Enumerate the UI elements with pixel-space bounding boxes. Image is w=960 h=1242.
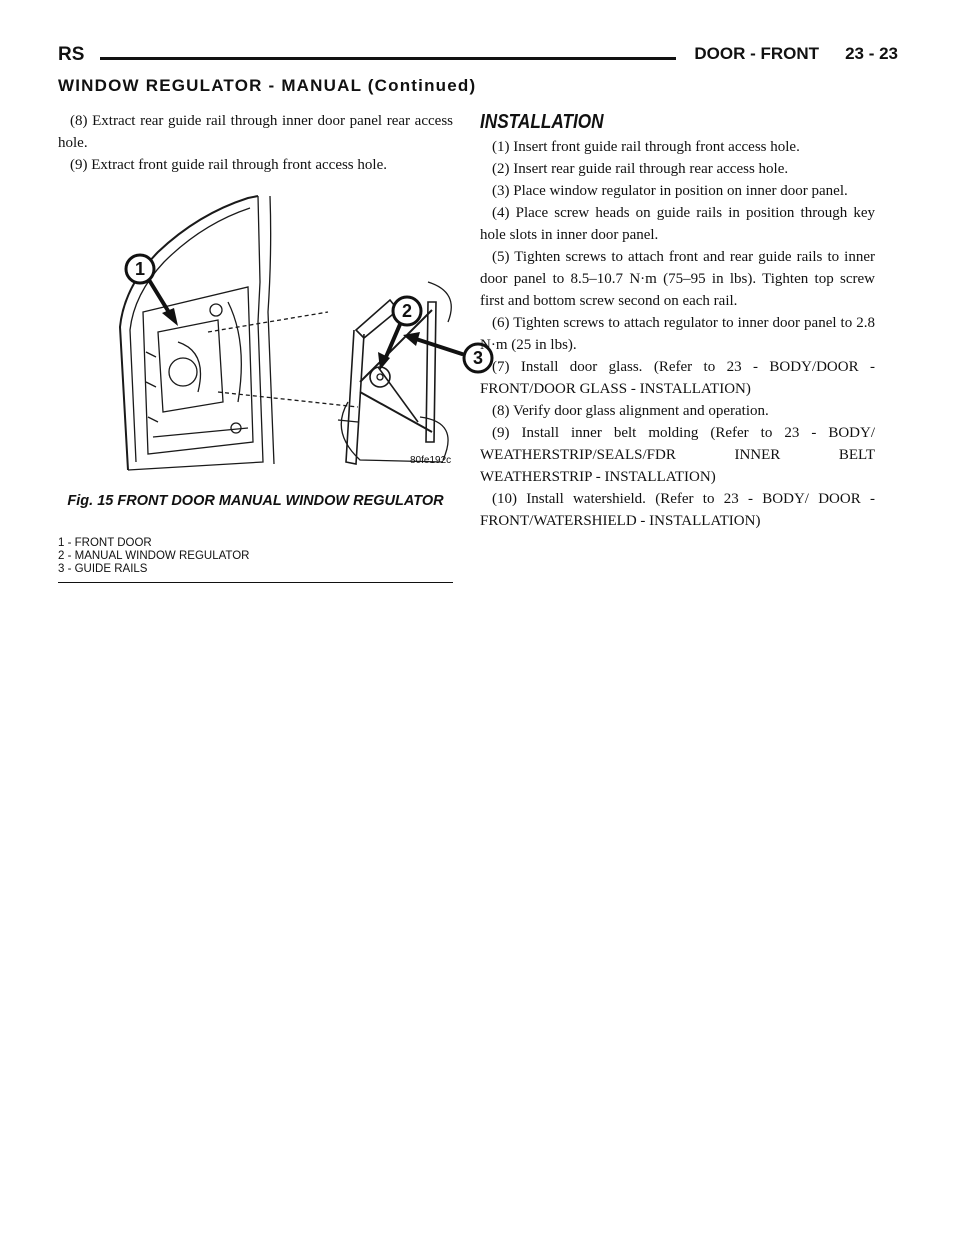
header-section-name: DOOR - FRONT <box>694 44 820 63</box>
install-step: (7) Install door glass. (Refer to 23 - BODY/DOOR - FRONT/DOOR GLASS - INSTALLATION) <box>480 359 875 397</box>
install-step: (1) Insert front guide rail through front access hole. <box>492 139 800 155</box>
header-page-number: 23 - 23 <box>845 44 898 63</box>
legend-item: 1 - FRONT DOOR <box>58 537 152 549</box>
section-title: WINDOW REGULATOR - MANUAL (Continued) <box>58 76 477 95</box>
install-step: (3) Place window regulator in position on inner door panel. <box>492 183 848 199</box>
install-step: (2) Insert rear guide rail through rear access hole. <box>492 161 789 177</box>
step-paragraph: (8) Extract rear guide rail through inner door panel rear access hole. <box>58 113 453 151</box>
legend-rule <box>58 582 453 583</box>
header-right <box>694 44 898 64</box>
install-step: (9) Install inner belt molding (Refer to 23 - BODY/ WEATHERSTRIP/SEALS/FDR INNER BELT WEATHERSTRIP - INSTALLATION) <box>480 425 875 485</box>
legend-item: 3 - GUIDE RAILS <box>58 563 148 575</box>
install-step: (5) Tighten screws to attach front and rear guide rails to inner door panel to 8.5–10.7 N·m (75–95 in lbs). Tighten top screw first and bottom screw second on each rail. <box>480 249 875 309</box>
installation-heading: INSTALLATION <box>480 111 604 133</box>
callout-number-1: 1 <box>134 259 146 279</box>
install-step: (8) Verify door glass alignment and operation. <box>492 403 769 419</box>
header-rule <box>100 57 676 60</box>
left-column <box>58 110 453 176</box>
door-regulator-illustration <box>98 192 484 477</box>
figure-code: 80fe192c <box>410 455 452 466</box>
step-paragraph: (9) Extract front guide rail through front access hole. <box>70 157 387 173</box>
callout-number-3: 3 <box>472 348 484 368</box>
install-step: (4) Place screw heads on guide rails in position through key hole slots in inner door panel. <box>480 205 875 243</box>
figure-legend <box>58 537 453 576</box>
install-step: (10) Install watershield. (Refer to 23 - BODY/ DOOR - FRONT/WATERSHIELD - INSTALLATION) <box>480 491 875 529</box>
legend-item: 2 - MANUAL WINDOW REGULATOR <box>58 550 250 562</box>
figure-caption: Fig. 15 FRONT DOOR MANUAL WINDOW REGULATOR <box>67 493 444 509</box>
figure-front-door-regulator <box>58 192 484 588</box>
callout-number-2: 2 <box>401 301 413 321</box>
right-column <box>480 110 875 532</box>
install-step: (6) Tighten screws to attach regulator to inner door panel to 2.8 N·m (25 in lbs). <box>480 315 875 353</box>
page-header <box>58 44 898 70</box>
header-model-code: RS <box>58 44 85 65</box>
